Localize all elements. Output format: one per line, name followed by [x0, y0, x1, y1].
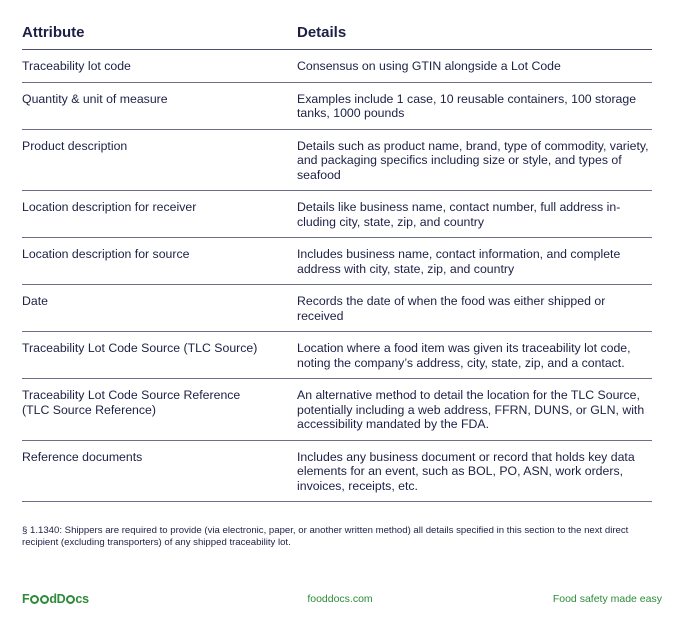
table-row: [22, 191, 652, 238]
table-row: [22, 285, 652, 332]
details-cell: Consensus on using GTIN alongside a Lot Code: [297, 59, 561, 73]
table-row: [22, 238, 652, 285]
attribute-cell: Reference documents: [22, 449, 143, 464]
attribute-cell: Date: [22, 294, 48, 308]
table-row: [22, 441, 652, 503]
table-header: [22, 20, 652, 50]
table-row: [22, 130, 652, 192]
details-cell: Records the date of when the food was either shipped or received: [297, 294, 606, 323]
details-cell: Includes business name, contact information, and complete address with city, state, zip, and country: [297, 247, 621, 276]
attribute-cell: Location description for receiver: [22, 200, 197, 214]
fooddocs-logo: F dD cs: [22, 592, 89, 606]
regulation-footnote: § 1.1340: Shippers are required to provide (via electronic, paper, or another written method) all details specified in this section to the next direct recipient (excluding transporters) of any shipped traceability lot.: [22, 525, 629, 548]
details-cell: Details like business name, contact number, full address in-cluding city, state, zip, and country: [297, 200, 621, 229]
table-row: [22, 50, 652, 83]
attribute-cell: Traceability lot code: [22, 59, 131, 73]
details-cell: Examples include 1 case, 10 reusable containers, 100 storage tanks, 1000 pounds: [297, 91, 637, 120]
table-row: [22, 379, 652, 441]
table-row: [22, 332, 652, 379]
attribute-cell: Traceability Lot Code Source (TLC Source): [22, 341, 258, 355]
tagline: Food safety made easy: [552, 593, 662, 605]
details-cell: An alternative method to detail the location for the TLC Source, potentially including a web address, FFRN, DUNS, or GLN, with accessibility mandated by the FDA.: [297, 388, 645, 431]
details-cell: Details such as product name, brand, type of commodity, variety, and packaging specifics including size or style, and types of seafood: [297, 138, 649, 182]
attribute-cell: Product description: [22, 138, 128, 153]
header-attribute: Attribute: [22, 24, 85, 41]
attribute-cell: Quantity & unit of measure: [22, 91, 168, 106]
details-cell: Includes any business document or record that holds key data elements for an event, such as BOL, PO, ASN, work orders, invoices, receipts, etc.: [297, 449, 635, 493]
header-details: Details: [297, 24, 347, 41]
details-cell: Location where a food item was given its traceability lot code, noting the company’s address, city, state, zip, and a contact.: [297, 341, 631, 370]
page-footer: [0, 592, 680, 608]
attribute-cell: Location description for source: [22, 247, 190, 261]
table-row: [22, 83, 652, 130]
attributes-table: [22, 20, 652, 502]
attribute-cell: Traceability Lot Code Source Reference (TLC Source Reference): [22, 388, 241, 417]
website-link[interactable]: fooddocs.com: [307, 593, 373, 605]
